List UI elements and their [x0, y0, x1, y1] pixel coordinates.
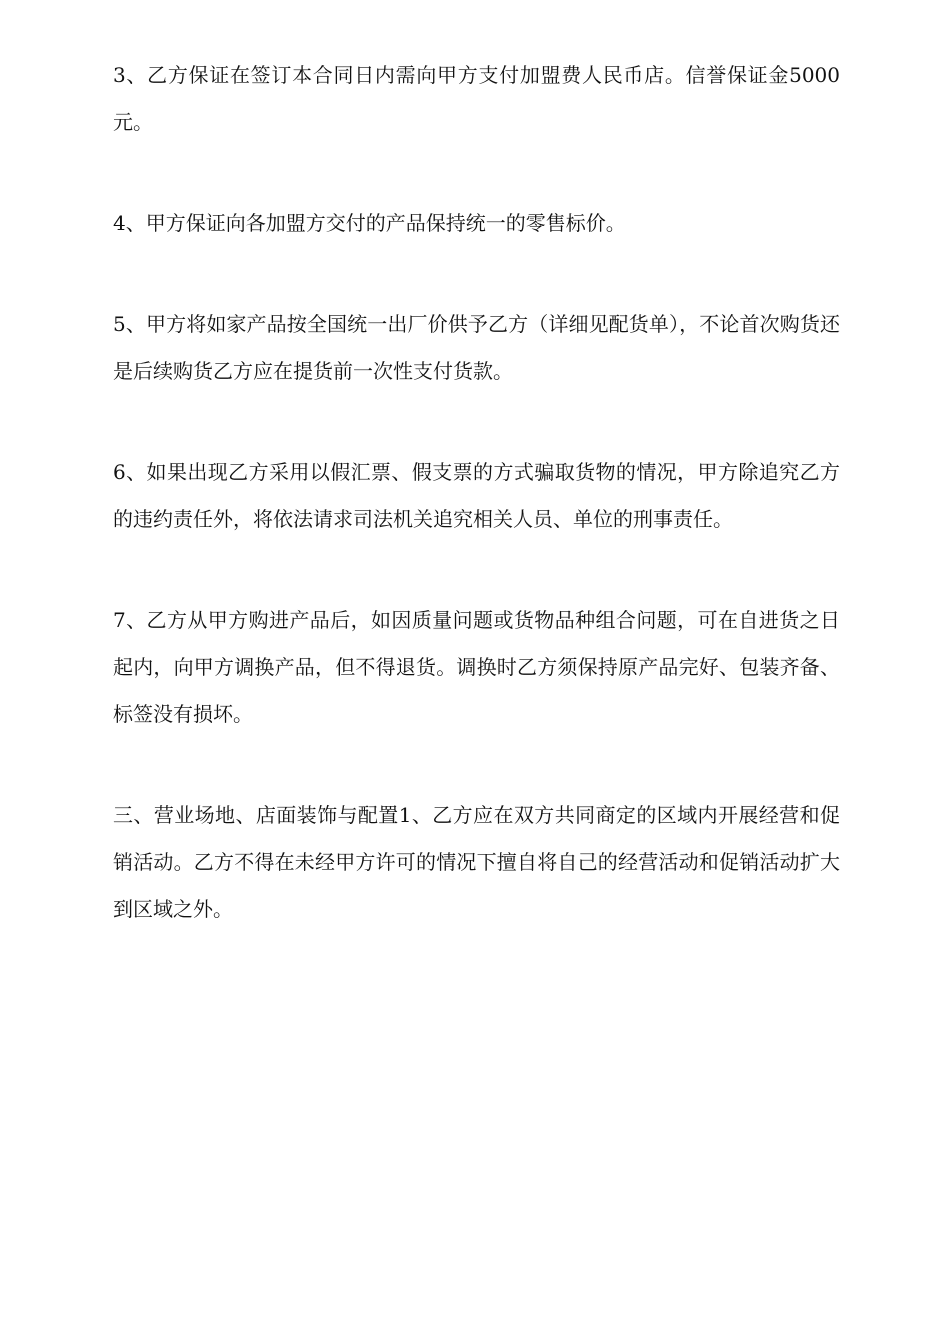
clause-4: 4、甲方保证向各加盟方交付的产品保持统一的零售标价。 [113, 211, 626, 235]
section-3-venue: 三、营业场地、店面装饰与配置1、乙方应在双方共同商定的区域内开展经营和促销活动。乙方不得在未经甲方许可的情况下擅自将自己的经营活动和促销活动扩大到区域之外。 [113, 803, 840, 921]
document-body [113, 52, 840, 987]
clause-3: 3、乙方保证在签订本合同日内需向甲方支付加盟费人民币店。信誉保证金5000元。 [113, 63, 840, 134]
clause-5: 5、甲方将如家产品按全国统一出厂价供予乙方（详细见配货单），不论首次购货还是后续购货乙方应在提货前一次性支付货款。 [113, 312, 840, 383]
clause-6: 6、如果出现乙方采用以假汇票、假支票的方式骗取货物的情况，甲方除追究乙方的违约责任外，将依法请求司法机关追究相关人员、单位的刑事责任。 [113, 460, 840, 531]
clause-7: 7、乙方从甲方购进产品后，如因质量问题或货物品种组合问题，可在自进货之日起内，向甲方调换产品，但不得退货。调换时乙方须保持原产品完好、包装齐备、标签没有损坏。 [113, 608, 840, 726]
